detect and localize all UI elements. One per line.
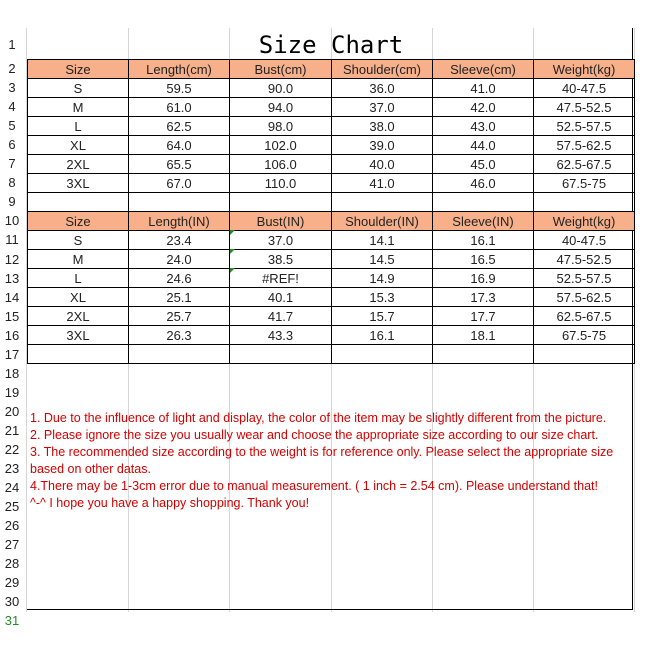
empty-cell xyxy=(230,345,332,364)
table-cell: 94.0 xyxy=(230,98,332,117)
note-1: 1. Due to the influence of light and display, the color of the item may be slightly different from the picture. xyxy=(30,411,607,425)
row-number: 24 xyxy=(4,480,20,496)
table-cell: 37.0 xyxy=(332,98,433,117)
table-cell: 3XL xyxy=(28,326,129,345)
table-cell: 59.5 xyxy=(129,79,230,98)
empty-cell xyxy=(332,193,433,212)
table-cell: 37.0 xyxy=(230,231,332,250)
table-cell: 15.7 xyxy=(332,307,433,326)
table-row xyxy=(28,269,635,288)
row-number: 12 xyxy=(4,251,20,267)
note-2: 2. Please ignore the size you usually wear and choose the appropriate size according to our size chart. xyxy=(30,427,599,442)
table-cell: 40-47.5 xyxy=(534,79,635,98)
table-cell: 62.5 xyxy=(129,117,230,136)
table-cell: 16.1 xyxy=(332,326,433,345)
table-row xyxy=(28,307,635,326)
table-cell: 26.3 xyxy=(129,326,230,345)
table-cell: 2XL xyxy=(28,155,129,174)
empty-cell xyxy=(129,193,230,212)
table-cell: 67.5-75 xyxy=(534,326,635,345)
empty-cell xyxy=(534,345,635,364)
table-cell: 16.5 xyxy=(433,250,534,269)
column-header: Weight(kg) xyxy=(534,212,635,231)
row-number: 11 xyxy=(5,232,19,248)
size-table-inch xyxy=(27,211,635,364)
table-cell: 42.0 xyxy=(433,98,534,117)
row-number: 28 xyxy=(4,556,20,572)
table-cell: XL xyxy=(28,136,129,155)
table-cell: 102.0 xyxy=(230,136,332,155)
table-cell: 15.3 xyxy=(332,288,433,307)
row-number: 6 xyxy=(8,137,16,153)
column-header: Sleeve(IN) xyxy=(433,212,534,231)
table-cell: 16.9 xyxy=(433,269,534,288)
table-cell: 14.1 xyxy=(332,231,433,250)
table-header-row xyxy=(28,212,635,231)
row-number: 16 xyxy=(4,327,20,343)
table-cell: 57.5-62.5 xyxy=(534,136,635,155)
table-cell: 38.0 xyxy=(332,117,433,136)
empty-row xyxy=(28,345,635,364)
table-cell: XL xyxy=(28,288,129,307)
table-cell: 67.5-75 xyxy=(534,174,635,193)
row-number: 2 xyxy=(8,61,16,76)
empty-cell xyxy=(230,193,332,212)
row-number: 10 xyxy=(4,213,20,229)
table-row xyxy=(28,288,635,307)
table-cell: 62.5-67.5 xyxy=(534,307,635,326)
table-cell: 25.1 xyxy=(129,288,230,307)
table-cell: 40.1 xyxy=(230,288,332,307)
notes-block xyxy=(30,410,630,511)
empty-cell xyxy=(129,345,230,364)
table-cell: 24.0 xyxy=(129,250,230,269)
note-4: 4.There may be 1-3cm error due to manual measurement. ( 1 inch = 2.54 cm). Please understand that! xyxy=(30,478,598,493)
table-cell: 24.6 xyxy=(129,269,230,288)
row-number: 3 xyxy=(8,80,16,96)
row-number: 29 xyxy=(4,575,20,591)
table-row xyxy=(28,117,635,136)
empty-row xyxy=(28,193,635,212)
cell-flag-icon xyxy=(230,249,235,254)
table-cell: L xyxy=(28,117,129,136)
table-cell: 23.4 xyxy=(129,231,230,250)
row-number: 18 xyxy=(4,365,20,381)
table-cell: 47.5-52.5 xyxy=(534,98,635,117)
row-number: 26 xyxy=(4,518,20,534)
table-cell: M xyxy=(28,250,129,269)
column-header: Bust(IN) xyxy=(230,212,332,231)
table-cell: 40-47.5 xyxy=(534,231,635,250)
table-row xyxy=(28,79,635,98)
empty-cell xyxy=(433,345,534,364)
table-cell: 61.0 xyxy=(129,98,230,117)
row-number: 22 xyxy=(4,442,20,457)
row-number: 25 xyxy=(4,499,20,515)
partial-row xyxy=(0,612,652,652)
row-number: 19 xyxy=(4,384,20,400)
table-cell: 90.0 xyxy=(230,79,332,98)
row-number: 30 xyxy=(4,594,20,610)
table-cell: 18.1 xyxy=(433,326,534,345)
table-cell: 41.0 xyxy=(332,174,433,193)
table-cell: 47.5-52.5 xyxy=(534,250,635,269)
table-cell: 16.1 xyxy=(433,231,534,250)
cell-flag-icon xyxy=(230,268,235,273)
row-number: 23 xyxy=(4,461,20,477)
table-cell: 65.5 xyxy=(129,155,230,174)
column-header: Size xyxy=(28,212,129,231)
row-number: 17 xyxy=(4,346,20,362)
table-cell: 98.0 xyxy=(230,117,332,136)
empty-cell xyxy=(534,193,635,212)
column-header: Bust(cm) xyxy=(230,60,332,79)
table-cell: 36.0 xyxy=(332,79,433,98)
table-cell: 41.7 xyxy=(230,307,332,326)
empty-cell xyxy=(332,345,433,364)
table-cell: 39.0 xyxy=(332,136,433,155)
column-header: Shoulder(IN) xyxy=(332,212,433,231)
table-cell: 62.5-67.5 xyxy=(534,155,635,174)
row-number: 9 xyxy=(8,194,16,210)
table-cell: 52.5-57.5 xyxy=(534,269,635,288)
table-row xyxy=(28,155,635,174)
row-number: 5 xyxy=(8,118,16,134)
row-number: 4 xyxy=(8,99,16,115)
table-cell: 64.0 xyxy=(129,136,230,155)
table-cell: 106.0 xyxy=(230,155,332,174)
table-cell: 43.3 xyxy=(230,326,332,345)
page-title: Size Chart xyxy=(258,31,404,59)
note-5: ^-^ I hope you have a happy shopping. Thank you! xyxy=(30,495,310,510)
column-header: Length(cm) xyxy=(129,60,230,79)
column-header: Shoulder(cm) xyxy=(332,60,433,79)
row-number: 7 xyxy=(8,156,16,172)
row-number: 8 xyxy=(8,175,16,191)
table-cell: 14.9 xyxy=(332,269,433,288)
table-cell: 2XL xyxy=(28,307,129,326)
column-header: Length(IN) xyxy=(129,212,230,231)
size-table-cm xyxy=(27,59,635,212)
table-cell: S xyxy=(28,231,129,250)
empty-cell xyxy=(28,345,129,364)
table-cell: 44.0 xyxy=(433,136,534,155)
table-row xyxy=(28,231,635,250)
table-cell: 45.0 xyxy=(433,155,534,174)
row-number: 13 xyxy=(4,270,20,286)
column-header: Weight(kg) xyxy=(534,60,635,79)
table-cell: 3XL xyxy=(28,174,129,193)
empty-cell xyxy=(433,193,534,212)
table-header-row xyxy=(28,60,635,79)
table-cell: 43.0 xyxy=(433,117,534,136)
table-cell: 17.3 xyxy=(433,288,534,307)
table-cell: 46.0 xyxy=(433,174,534,193)
row-number: 31 xyxy=(4,613,20,628)
table-cell: M xyxy=(28,98,129,117)
table-cell: 14.5 xyxy=(332,250,433,269)
table-row xyxy=(28,136,635,155)
row-number: 15 xyxy=(4,308,20,324)
table-row xyxy=(28,326,635,345)
table-cell: 52.5-57.5 xyxy=(534,117,635,136)
table-row xyxy=(28,174,635,193)
row-number: 20 xyxy=(4,403,20,419)
row-number: 14 xyxy=(4,289,20,305)
table-cell: 41.0 xyxy=(433,79,534,98)
row-number: 21 xyxy=(4,422,20,438)
table-row xyxy=(28,98,635,117)
table-cell: #REF! xyxy=(230,269,332,288)
table-cell: L xyxy=(28,269,129,288)
column-header: Size xyxy=(28,60,129,79)
table-cell: 110.0 xyxy=(230,174,332,193)
empty-cell xyxy=(28,193,129,212)
cell-flag-icon xyxy=(230,230,235,235)
table-cell: 40.0 xyxy=(332,155,433,174)
note-3: 3. The recommended size according to the weight is for reference only. Please select the appropriate size based on other datas. xyxy=(30,444,614,476)
table-row xyxy=(28,250,635,269)
table-cell: 17.7 xyxy=(433,307,534,326)
table-cell: 57.5-62.5 xyxy=(534,288,635,307)
column-header: Sleeve(cm) xyxy=(433,60,534,79)
row-number: 1 xyxy=(8,37,16,52)
table-cell: S xyxy=(28,79,129,98)
table-cell: 25.7 xyxy=(129,307,230,326)
table-cell: 38.5 xyxy=(230,250,332,269)
row-number: 27 xyxy=(4,537,20,553)
table-cell: 67.0 xyxy=(129,174,230,193)
